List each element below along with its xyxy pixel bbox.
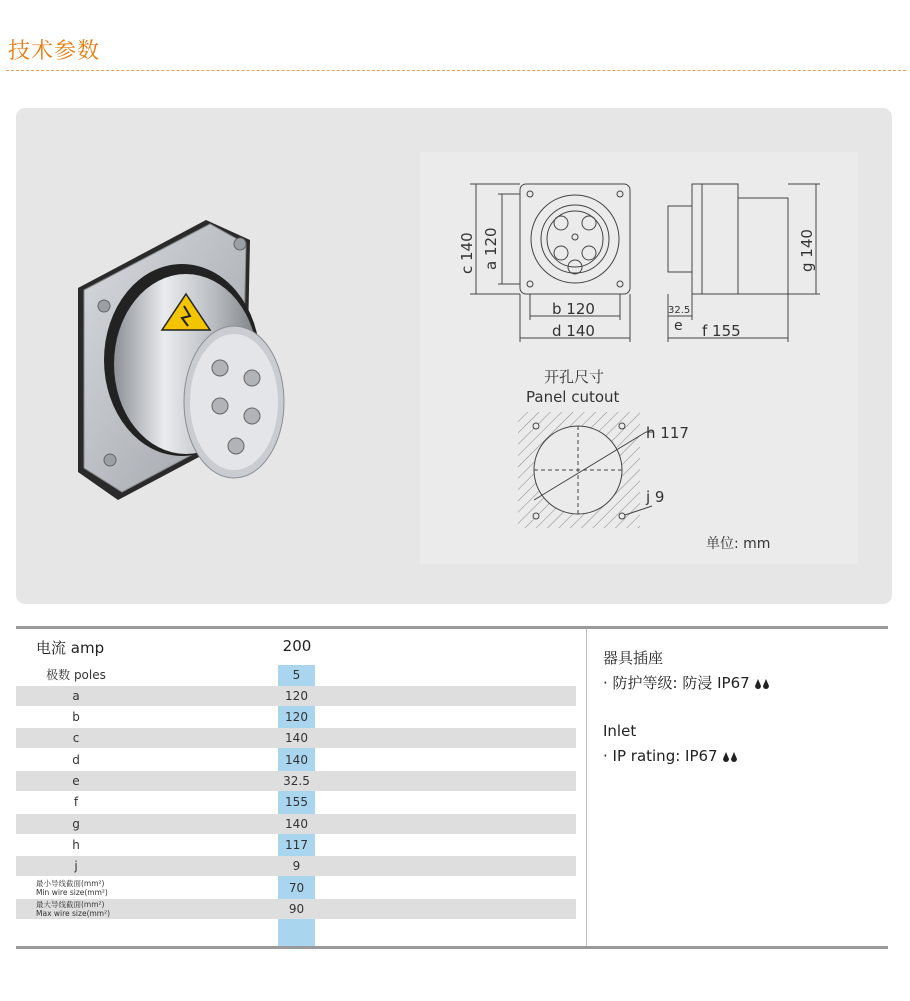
min-wire-value: 70 [288,881,305,895]
current-label: 电流 amp [36,639,105,657]
row-value: 5 [292,668,301,682]
ip-rating-en-text: · IP rating: IP67 [603,747,718,765]
row-label: 极数 poles [46,668,106,682]
current-value: 200 [282,637,312,655]
inlet-title-en: Inlet [603,722,637,740]
max-wire-label-en: Max wire size(mm²) [36,909,111,918]
unit-label: 单位: mm [706,536,771,552]
dim-g-label: g 140 [798,229,816,272]
row-value: 155 [285,795,308,809]
cutout-title-cn: 开孔尺寸 [544,368,605,386]
section-title: 技术参数 [8,39,101,64]
max-wire-label-cn: 最大导线截面(mm²) [36,900,105,909]
max-wire-value: 90 [288,902,305,916]
row-label: a [72,689,80,703]
dim-f-label: f 155 [702,322,741,340]
inlet-title-cn: 器具插座 [603,649,664,667]
row-label: g [72,817,80,831]
table-row [16,771,576,791]
row-value: 140 [285,753,308,767]
dim-c-label: c 140 [458,232,476,274]
product-image [70,210,300,500]
dim-d-label: d 140 [552,322,595,340]
row-value: 32.5 [283,774,310,788]
row-value: 140 [285,817,308,831]
table-row [16,814,576,834]
waterdrop-icon [722,751,738,763]
row-value: 9 [292,859,301,873]
row-label: e [72,774,80,788]
ip-rating-en [603,747,738,765]
dim-a-label: a 120 [482,227,500,270]
table-row [16,665,576,685]
table-row [16,856,576,876]
table-row [16,686,576,706]
table-row [16,707,576,727]
row-label: j [74,859,78,873]
waterdrop-icon [754,678,770,690]
dim-j-label: j 9 [646,488,665,506]
technical-drawing [440,160,850,560]
row-label: c [72,731,80,745]
table-row [16,835,576,855]
dim-e-value: 32.5 [668,305,691,316]
cutout-title-en: Panel cutout [526,388,620,406]
ip-rating-cn [603,672,770,693]
dim-e-label: e [674,318,683,334]
table-row [16,750,576,770]
row-label: d [72,753,80,767]
row-value: 120 [285,710,308,724]
row-value: 120 [285,689,308,703]
ip-rating-cn-text: · 防护等级: 防浸 IP67 [603,674,750,692]
row-value: 140 [285,731,308,745]
table-row [16,728,576,748]
table-divider [586,629,587,946]
row-label: f [73,795,79,809]
dim-b-label: b 120 [552,300,595,318]
row-label: b [72,710,80,724]
row-value: 117 [285,838,308,852]
min-wire-label-cn: 最小导线截面(mm²) [36,879,105,888]
table-bottom-rule [16,946,888,949]
title-divider [6,70,906,71]
min-wire-label-en: Min wire size(mm²) [36,888,108,897]
dim-h-label: h 117 [646,424,689,442]
table-top-rule [16,626,888,629]
table-row [16,792,576,812]
row-label: h [72,838,80,852]
